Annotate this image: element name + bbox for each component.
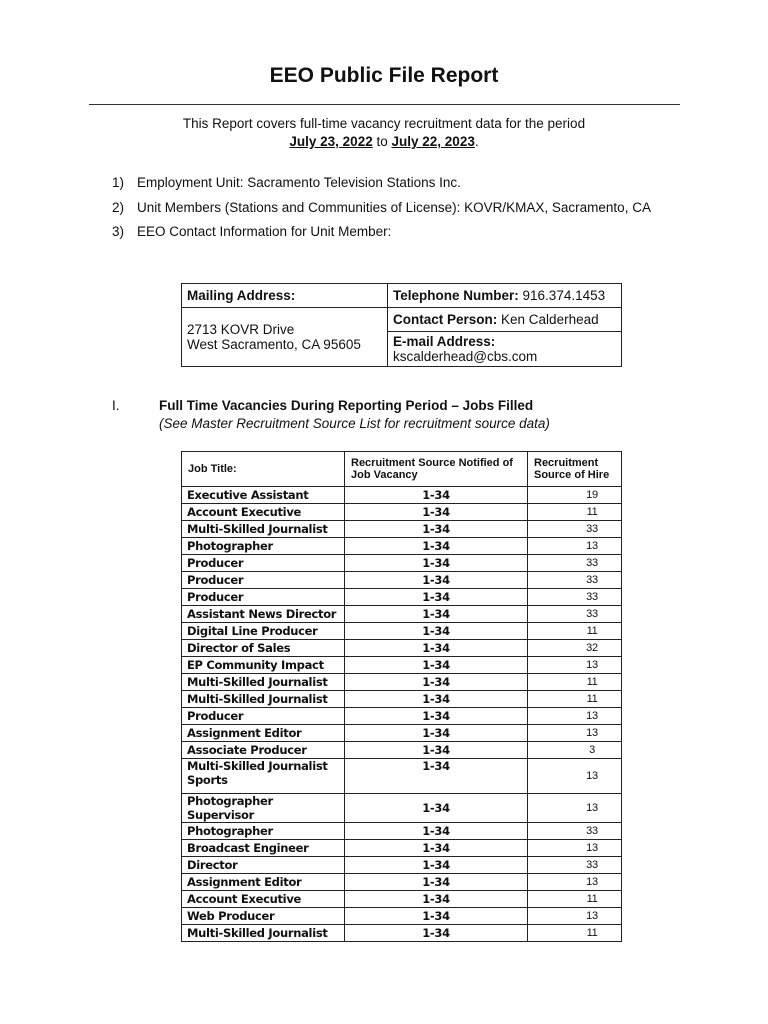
job-title-cell: Director	[182, 857, 345, 874]
job-title-cell: Producer	[182, 555, 345, 572]
job-title-cell: Director of Sales	[182, 640, 345, 657]
contact-table	[181, 283, 622, 367]
job-title-cell: Web Producer	[182, 908, 345, 925]
page-title: EEO Public File Report	[269, 64, 499, 87]
source-notified-cell: 1-34	[345, 572, 528, 589]
list-number: 1)	[112, 175, 125, 190]
intro-text: This Report covers full-time vacancy recruitment data for the period	[182, 116, 586, 131]
table-row	[182, 759, 622, 794]
job-title-cell: Assignment Editor	[182, 874, 345, 891]
table-row	[182, 657, 622, 674]
source-of-hire-cell: 13	[528, 657, 622, 674]
table-row	[182, 674, 622, 691]
period-to: to	[376, 134, 388, 149]
section-number: I.	[112, 398, 120, 413]
source-notified-cell: 1-34	[345, 908, 528, 925]
address-line-2: West Sacramento, CA 95605	[187, 337, 361, 352]
source-of-hire-cell: 33	[528, 555, 622, 572]
source-notified-cell: 1-34	[345, 589, 528, 606]
source-notified-cell: 1-34	[345, 794, 528, 823]
source-of-hire-cell: 32	[528, 640, 622, 657]
source-of-hire-cell: 33	[528, 857, 622, 874]
source-notified-cell: 1-34	[345, 759, 528, 794]
table-row	[182, 857, 622, 874]
section-subheading: (See Master Recruitment Source List for recruitment source data)	[159, 416, 550, 431]
mailing-address-label: Mailing Address:	[182, 284, 388, 308]
table-row	[182, 908, 622, 925]
title-divider	[89, 104, 680, 105]
job-title-cell: Photographer	[182, 823, 345, 840]
period-dot: .	[474, 134, 479, 149]
source-of-hire-cell: 3	[528, 742, 622, 759]
job-title-cell: Multi-Skilled Journalist Sports	[182, 759, 345, 794]
table-row	[182, 606, 622, 623]
source-notified-cell: 1-34	[345, 725, 528, 742]
source-of-hire-cell: 11	[528, 891, 622, 908]
section-heading: Full Time Vacancies During Reporting Period – Jobs Filled	[159, 398, 534, 413]
source-notified-cell: 1-34	[345, 674, 528, 691]
telephone-value: 916.374.1453	[522, 288, 606, 303]
source-notified-cell: 1-34	[345, 823, 528, 840]
job-title-cell: Multi-Skilled Journalist	[182, 691, 345, 708]
table-row	[182, 640, 622, 657]
contact-person-value: Ken Calderhead	[501, 312, 599, 327]
source-of-hire-cell: 33	[528, 521, 622, 538]
list-text: Employment Unit: Sacramento Television Stations Inc.	[137, 175, 461, 190]
contact-person-cell	[388, 308, 622, 332]
header-job-title: Job Title:	[182, 452, 345, 487]
source-of-hire-cell: 33	[528, 572, 622, 589]
source-of-hire-cell: 13	[528, 725, 622, 742]
job-title-cell: Producer	[182, 708, 345, 725]
telephone-label: Telephone Number:	[393, 288, 519, 303]
source-of-hire-cell: 33	[528, 606, 622, 623]
source-notified-cell: 1-34	[345, 504, 528, 521]
table-row	[182, 589, 622, 606]
table-row	[182, 538, 622, 555]
source-of-hire-cell: 13	[528, 794, 622, 823]
job-title-cell: Executive Assistant	[182, 487, 345, 504]
period-end: July 22, 2023	[391, 134, 475, 149]
table-row	[182, 794, 622, 823]
list-number: 3)	[112, 224, 125, 239]
source-notified-cell: 1-34	[345, 538, 528, 555]
source-of-hire-cell: 13	[528, 908, 622, 925]
list-number: 2)	[112, 200, 125, 215]
table-row	[182, 725, 622, 742]
table-row	[182, 823, 622, 840]
source-of-hire-cell: 11	[528, 504, 622, 521]
job-title-cell: Photographer	[182, 538, 345, 555]
list-text: EEO Contact Information for Unit Member:	[137, 224, 392, 239]
telephone-cell	[388, 284, 622, 308]
period-start: July 23, 2022	[289, 134, 373, 149]
table-row	[182, 504, 622, 521]
table-row	[182, 891, 622, 908]
source-of-hire-cell: 33	[528, 823, 622, 840]
table-row	[182, 840, 622, 857]
source-of-hire-cell: 13	[528, 708, 622, 725]
job-title-cell: Account Executive	[182, 504, 345, 521]
job-title-cell: Multi-Skilled Journalist	[182, 925, 345, 942]
source-notified-cell: 1-34	[345, 874, 528, 891]
reporting-period	[0, 134, 768, 149]
table-row	[182, 487, 622, 504]
address-line-1: 2713 KOVR Drive	[187, 322, 295, 337]
table-row	[182, 691, 622, 708]
jobs-table	[181, 451, 622, 942]
job-title-cell: EP Community Impact	[182, 657, 345, 674]
source-notified-cell: 1-34	[345, 640, 528, 657]
job-title-cell: Associate Producer	[182, 742, 345, 759]
table-row	[182, 874, 622, 891]
source-notified-cell: 1-34	[345, 925, 528, 942]
table-row	[182, 572, 622, 589]
contact-person-label: Contact Person:	[393, 312, 498, 327]
job-title-cell: Account Executive	[182, 891, 345, 908]
job-title-cell: Photographer Supervisor	[182, 794, 345, 823]
list-text: Unit Members (Stations and Communities of License): KOVR/KMAX, Sacramento, CA	[137, 200, 651, 215]
table-row	[182, 521, 622, 538]
job-title-cell: Digital Line Producer	[182, 623, 345, 640]
job-title-cell: Multi-Skilled Journalist	[182, 521, 345, 538]
source-of-hire-cell: 11	[528, 674, 622, 691]
list-item	[112, 200, 651, 215]
job-title-cell: Producer	[182, 589, 345, 606]
table-row	[182, 555, 622, 572]
source-of-hire-cell: 13	[528, 759, 622, 794]
source-notified-cell: 1-34	[345, 521, 528, 538]
job-title-cell: Assistant News Director	[182, 606, 345, 623]
list-item	[112, 224, 391, 239]
source-notified-cell: 1-34	[345, 742, 528, 759]
header-source-of-hire: Recruitment Source of Hire	[528, 452, 622, 487]
table-row	[182, 742, 622, 759]
source-notified-cell: 1-34	[345, 487, 528, 504]
source-notified-cell: 1-34	[345, 840, 528, 857]
source-of-hire-cell: 11	[528, 925, 622, 942]
source-notified-cell: 1-34	[345, 708, 528, 725]
source-notified-cell: 1-34	[345, 657, 528, 674]
email-label: E-mail Address:	[393, 334, 496, 349]
source-of-hire-cell: 13	[528, 874, 622, 891]
job-title-cell: Producer	[182, 572, 345, 589]
list-item	[112, 175, 461, 190]
source-notified-cell: 1-34	[345, 555, 528, 572]
source-of-hire-cell: 19	[528, 487, 622, 504]
source-of-hire-cell: 13	[528, 538, 622, 555]
source-of-hire-cell: 11	[528, 691, 622, 708]
table-row	[182, 925, 622, 942]
mailing-address	[182, 308, 388, 367]
source-notified-cell: 1-34	[345, 623, 528, 640]
source-of-hire-cell: 13	[528, 840, 622, 857]
email-value: kscalderhead@cbs.com	[393, 349, 538, 364]
source-of-hire-cell: 33	[528, 589, 622, 606]
header-source-notified: Recruitment Source Notified of Job Vacancy	[345, 452, 528, 487]
source-of-hire-cell: 11	[528, 623, 622, 640]
job-title-cell: Multi-Skilled Journalist	[182, 674, 345, 691]
source-notified-cell: 1-34	[345, 891, 528, 908]
source-notified-cell: 1-34	[345, 857, 528, 874]
source-notified-cell: 1-34	[345, 691, 528, 708]
email-cell	[388, 332, 622, 367]
source-notified-cell: 1-34	[345, 606, 528, 623]
table-row	[182, 623, 622, 640]
job-title-cell: Assignment Editor	[182, 725, 345, 742]
table-row	[182, 708, 622, 725]
job-title-cell: Broadcast Engineer	[182, 840, 345, 857]
